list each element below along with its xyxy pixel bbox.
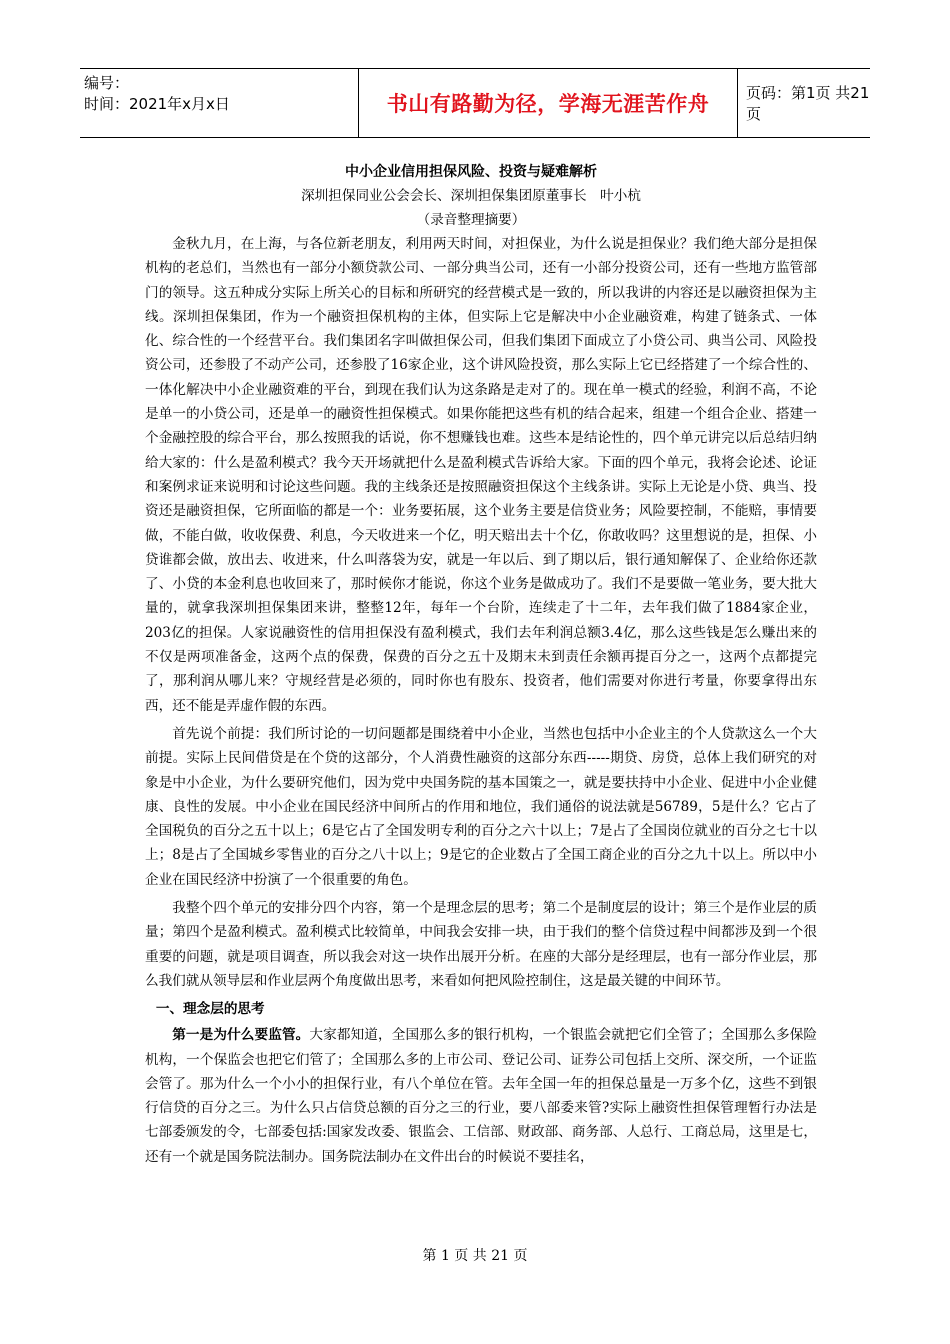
document-subtitle: 深圳担保同业公会会长、深圳担保集团原董事长 叶小杭: [301, 188, 641, 204]
document-number-label: 编号：: [84, 74, 130, 92]
document-note: （录音整理摘要）: [416, 212, 526, 228]
page-footer: 第 1 页 共 21 页: [422, 1248, 528, 1264]
body-paragraph: 金秋九月，在上海，与各位新老朋友，利用两天时间，对担保业，为什么说是担保业？我们绝大部分是担保机构的老总们，当然也有一部分小额贷款公司、一部分典当公司，还有一小部分投资公司，还有一些地方监管部门的领导。这五种成分实际上所关心的目标和所研究的经营模式是一致的，所以我讲的内容还是以融资担保为主线。深圳担保集团，作为一个融资担保机构的主体，但实际上它是解决中小企业融资难，构建了链条式、一体化、综合性的一个经营平台。我们集团名字叫做担保公司，但我们集团下面成立了小贷公司、典当公司、风险投资公司，还参股了不动产公司，还参股了16家企业，这个讲风险投资，那么实际上它已经搭建了一个综合性的、一体化解决中小企业融资难的平台，到现在我们认为这条路是走对了的。现在单一模式的经验，利润不高，不论是单一的小贷公司，还是单一的融资性担保模式。如果你能把这些有机的结合起来，组建一个组合企业、搭建一个金融控股的综合平台，那么按照我的话说，你不想赚钱也难。这些本是结论性的，四个单元讲完以后总结归纳给大家的：什么是盈利模式？我今天开场就把什么是盈利模式告诉给大家。下面的四个单元，我将会论述、论证和案例求证来说明和讨论这些问题。我的主线条还是按照融资担保这个主线条讲。实际上无论是小贷、典当、投资还是融资担保，它所面临的都是一个：业务要拓展，这个业务主要是信贷业务；风险要控制，不能赔，事情要做，不能白做，收收保费、利息，今天收进来一个亿，明天赔出去十个亿，你敢收吗？这里想说的是，担保、小贷谁都会做，放出去、收进来，什么叫落袋为安，就是一年以后、到了期以后，银行通知解保了、企业给你还款了、小贷的本金利息也收回来了，那时候你才能说，你这个业务是做成功了。我们不是要做一笔业务，要大批大量的，就拿我深圳担保集团来讲，整整12年，每年一个台阶，连续走了十二年，去年我们做了1884家企业，203亿的担保。人家说融资性的信用担保没有盈利模式，我们去年利润总额3.4亿，那么这些钱是怎么赚出来的不仅是两项准备金，这两个点的保费，保费的百分之五十及期末未到责任余额再提百分之一，这两个点都提完了，那利润从哪儿来？守规经营是必须的，同时你也有股东、投资者，他们需要对你进行考量，你要拿得出东西，还不能是弄虚作假的东西。: [145, 236, 817, 714]
header-page-info: 页码：第1页 共21页: [746, 84, 870, 123]
body-paragraph-last: [145, 1023, 817, 1169]
section-heading: 一、理念层的思考: [155, 1001, 265, 1018]
document-body: [145, 160, 817, 1173]
paragraph-lead: 第一是为什么要监管。: [172, 1027, 310, 1044]
header-motto-cell: [358, 69, 738, 137]
body-paragraph: 我整个四个单元的安排分四个内容，第一个是理念层的思考；第二个是制度层的设计；第三个是作业层的质量；第四个是盈利模式。盈利模式比较简单，中间我会安排一块，由于我们的整个信贷过程中间都涉及到一个很重要的问题，就是项目调查，所以我会对这一块作出展开分析。在座的大部分是经理层，也有一部分作业层，那么我们就从领导层和作业层两个角度做出思考，来看如何把风险控制住，这是最关键的中间环节。: [145, 900, 817, 989]
document-title: 中小企业信用担保风险、投资与疑难解析: [345, 164, 597, 180]
document-time-label: 时间：2021年x月x日: [84, 95, 230, 113]
header-table: [80, 68, 870, 138]
paragraph-text: 大家都知道，全国那么多的银行机构，一个银监会就把它们全管了；全国那么多保险机构，一个保监会也把它们管了；全国那么多的上市公司、登记公司、证券公司包括上交所、深交所，一个证监会管了。那为什么一个小小的担保行业，有八个单位在管。去年全国一年的担保总量是一万多个亿，这些不到银行信贷的百分之三。为什么只占信贷总额的百分之三的行业，要八部委来管?实际上融资性担保管理暂行办法是七部委颁发的令，七部委包括:国家发改委、银监会、工信部、财政部、商务部、人总行、工商总局，这里是七，还有一个就是国务院法制办。国务院法制办在文件出台的时候说不要挂名，: [145, 1027, 818, 1165]
header-motto: 书山有路勤为径，学海无涯苦作舟: [386, 92, 710, 116]
body-paragraph: 首先说个前提：我们所讨论的一切问题都是围绕着中小企业，当然也包括中小企业主的个人贷款这么一个大前提。实际上民间借贷是在个贷的这部分，个人消费性融资的这部分东西-----期贷、房贷，总体上我们研究的对象是中小企业，为什么要研究他们，因为党中央国务院的基本国策之一，就是要扶持中小企业、促进中小企业健康、良性的发展。中小企业在国民经济中间所占的作用和地位，我们通俗的说法就是56789，5是什么？它占了全国税负的百分之五十以上；6是它占了全国发明专利的百分之六十以上；7是占了全国岗位就业的百分之七十以上；8是占了全国城乡零售业的百分之八十以上；9是它的企业数占了全国工商企业的百分之九十以上。所以中小企业在国民经济中扮演了一个很重要的角色。: [145, 725, 817, 888]
header-left-cell: [84, 73, 274, 115]
